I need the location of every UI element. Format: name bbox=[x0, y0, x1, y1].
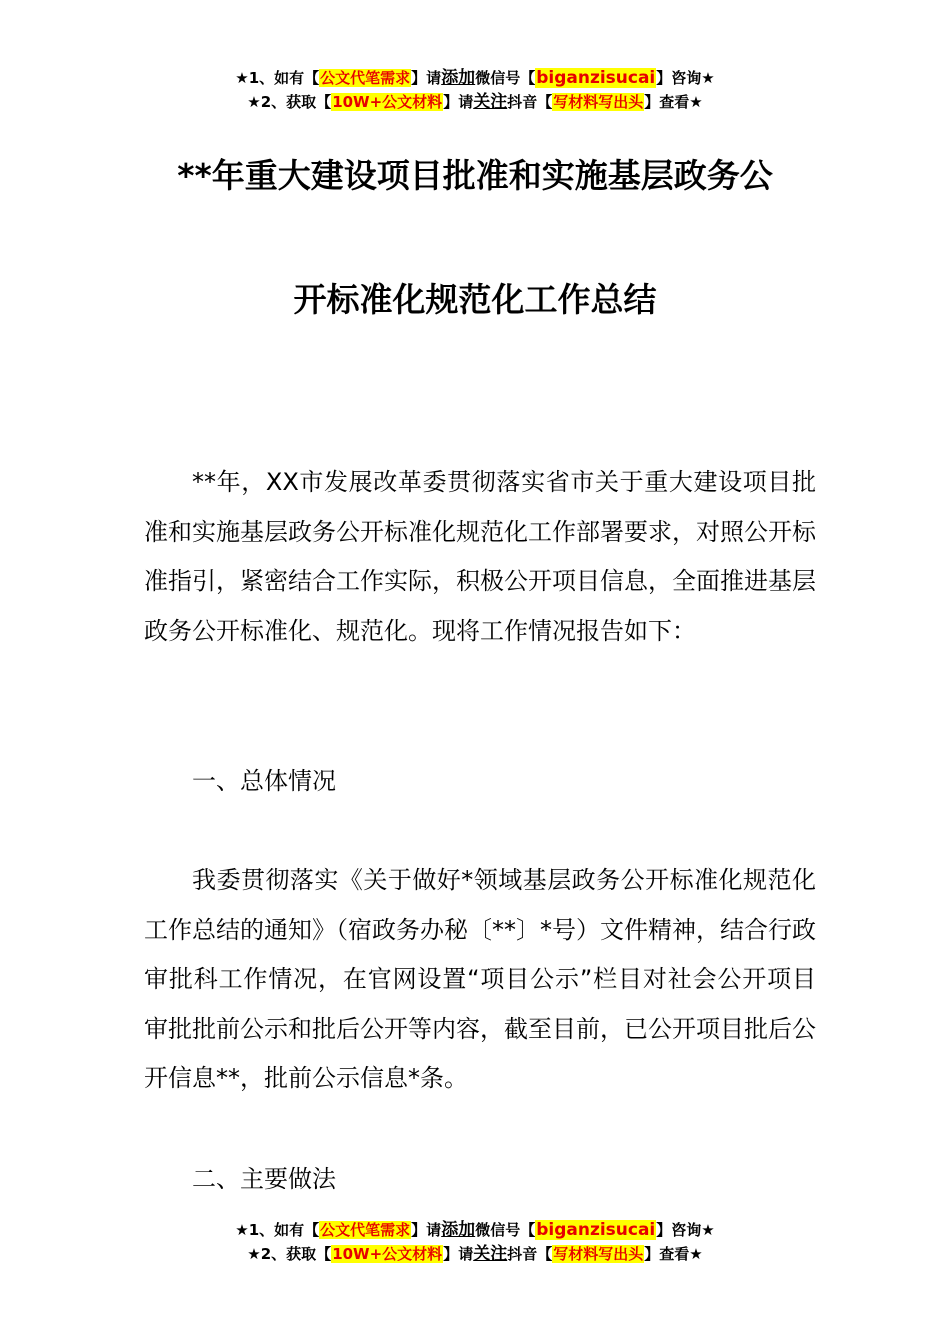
highlight-materials: 10W+公文材料 bbox=[332, 1245, 443, 1263]
highlight-douyin: 写材料写出头 bbox=[553, 93, 644, 111]
underlined-text: 关注 bbox=[473, 1244, 508, 1264]
top-banner bbox=[0, 66, 950, 114]
banner-text: 】请 bbox=[411, 69, 442, 87]
star-icon: ★ bbox=[247, 93, 261, 111]
highlight-service: 公文代笔需求 bbox=[320, 69, 411, 87]
banner-text: 1、如有【 bbox=[248, 69, 320, 87]
section-heading-1: 一、总体情况 bbox=[192, 767, 336, 795]
highlight-douyin: 写材料写出头 bbox=[553, 1245, 644, 1263]
star-icon: ★ bbox=[235, 1221, 249, 1239]
document-title-line-2: 开标准化规范化工作总结 bbox=[293, 280, 657, 319]
star-icon: ★ bbox=[247, 1245, 261, 1263]
banner-text: 】查看★ bbox=[644, 1245, 703, 1263]
banner-text: 】请 bbox=[443, 1245, 474, 1263]
banner-line-1 bbox=[0, 66, 950, 90]
banner-line-2 bbox=[0, 90, 950, 114]
banner-text: 】咨询★ bbox=[656, 1221, 715, 1239]
highlight-materials: 10W+公文材料 bbox=[332, 93, 443, 111]
section-1-paragraph: 我委贯彻落实《关于做好*领域基层政务公开标准化规范化工作总结的通知》（宿政务办秘〔**〕*号）文件精神，结合行政审批科工作情况，在官网设置“项目公示”栏目对社会公开项目审批批前公示和批后公开等内容，截至目前，已公开项目批后公开信息**，批前公示信息*条。 bbox=[144, 866, 816, 1092]
section-heading-2: 二、主要做法 bbox=[192, 1165, 336, 1193]
banner-text: 2、获取【 bbox=[260, 1245, 332, 1263]
banner-text: 微信号【 bbox=[475, 1221, 536, 1239]
highlight-wechat-id: biganzisucai bbox=[536, 1220, 656, 1240]
banner-line-1 bbox=[0, 1218, 950, 1242]
banner-text: 抖音【 bbox=[507, 93, 553, 111]
underlined-text: 添加 bbox=[441, 68, 476, 88]
banner-text: 】查看★ bbox=[644, 93, 703, 111]
banner-text: 微信号【 bbox=[475, 69, 536, 87]
highlight-service: 公文代笔需求 bbox=[320, 1221, 411, 1239]
document-title-line-1: **年重大建设项目批准和实施基层政务公 bbox=[177, 156, 773, 195]
banner-text: 2、获取【 bbox=[260, 93, 332, 111]
underlined-text: 添加 bbox=[441, 1220, 476, 1240]
banner-text: 】请 bbox=[443, 93, 474, 111]
star-icon: ★ bbox=[235, 69, 249, 87]
intro-paragraph: **年，XX市发展改革委贯彻落实省市关于重大建设项目批准和实施基层政务公开标准化规范化工作部署要求，对照公开标准指引，紧密结合工作实际，积极公开项目信息，全面推进基层政务公开标准化、规范化。现将工作情况报告如下： bbox=[144, 468, 816, 645]
banner-text: 1、如有【 bbox=[248, 1221, 320, 1239]
bottom-banner bbox=[0, 1218, 950, 1266]
banner-line-2 bbox=[0, 1242, 950, 1266]
banner-text: 】请 bbox=[411, 1221, 442, 1239]
highlight-wechat-id: biganzisucai bbox=[536, 68, 656, 88]
banner-text: 抖音【 bbox=[507, 1245, 553, 1263]
banner-text: 】咨询★ bbox=[656, 69, 715, 87]
underlined-text: 关注 bbox=[473, 92, 508, 112]
